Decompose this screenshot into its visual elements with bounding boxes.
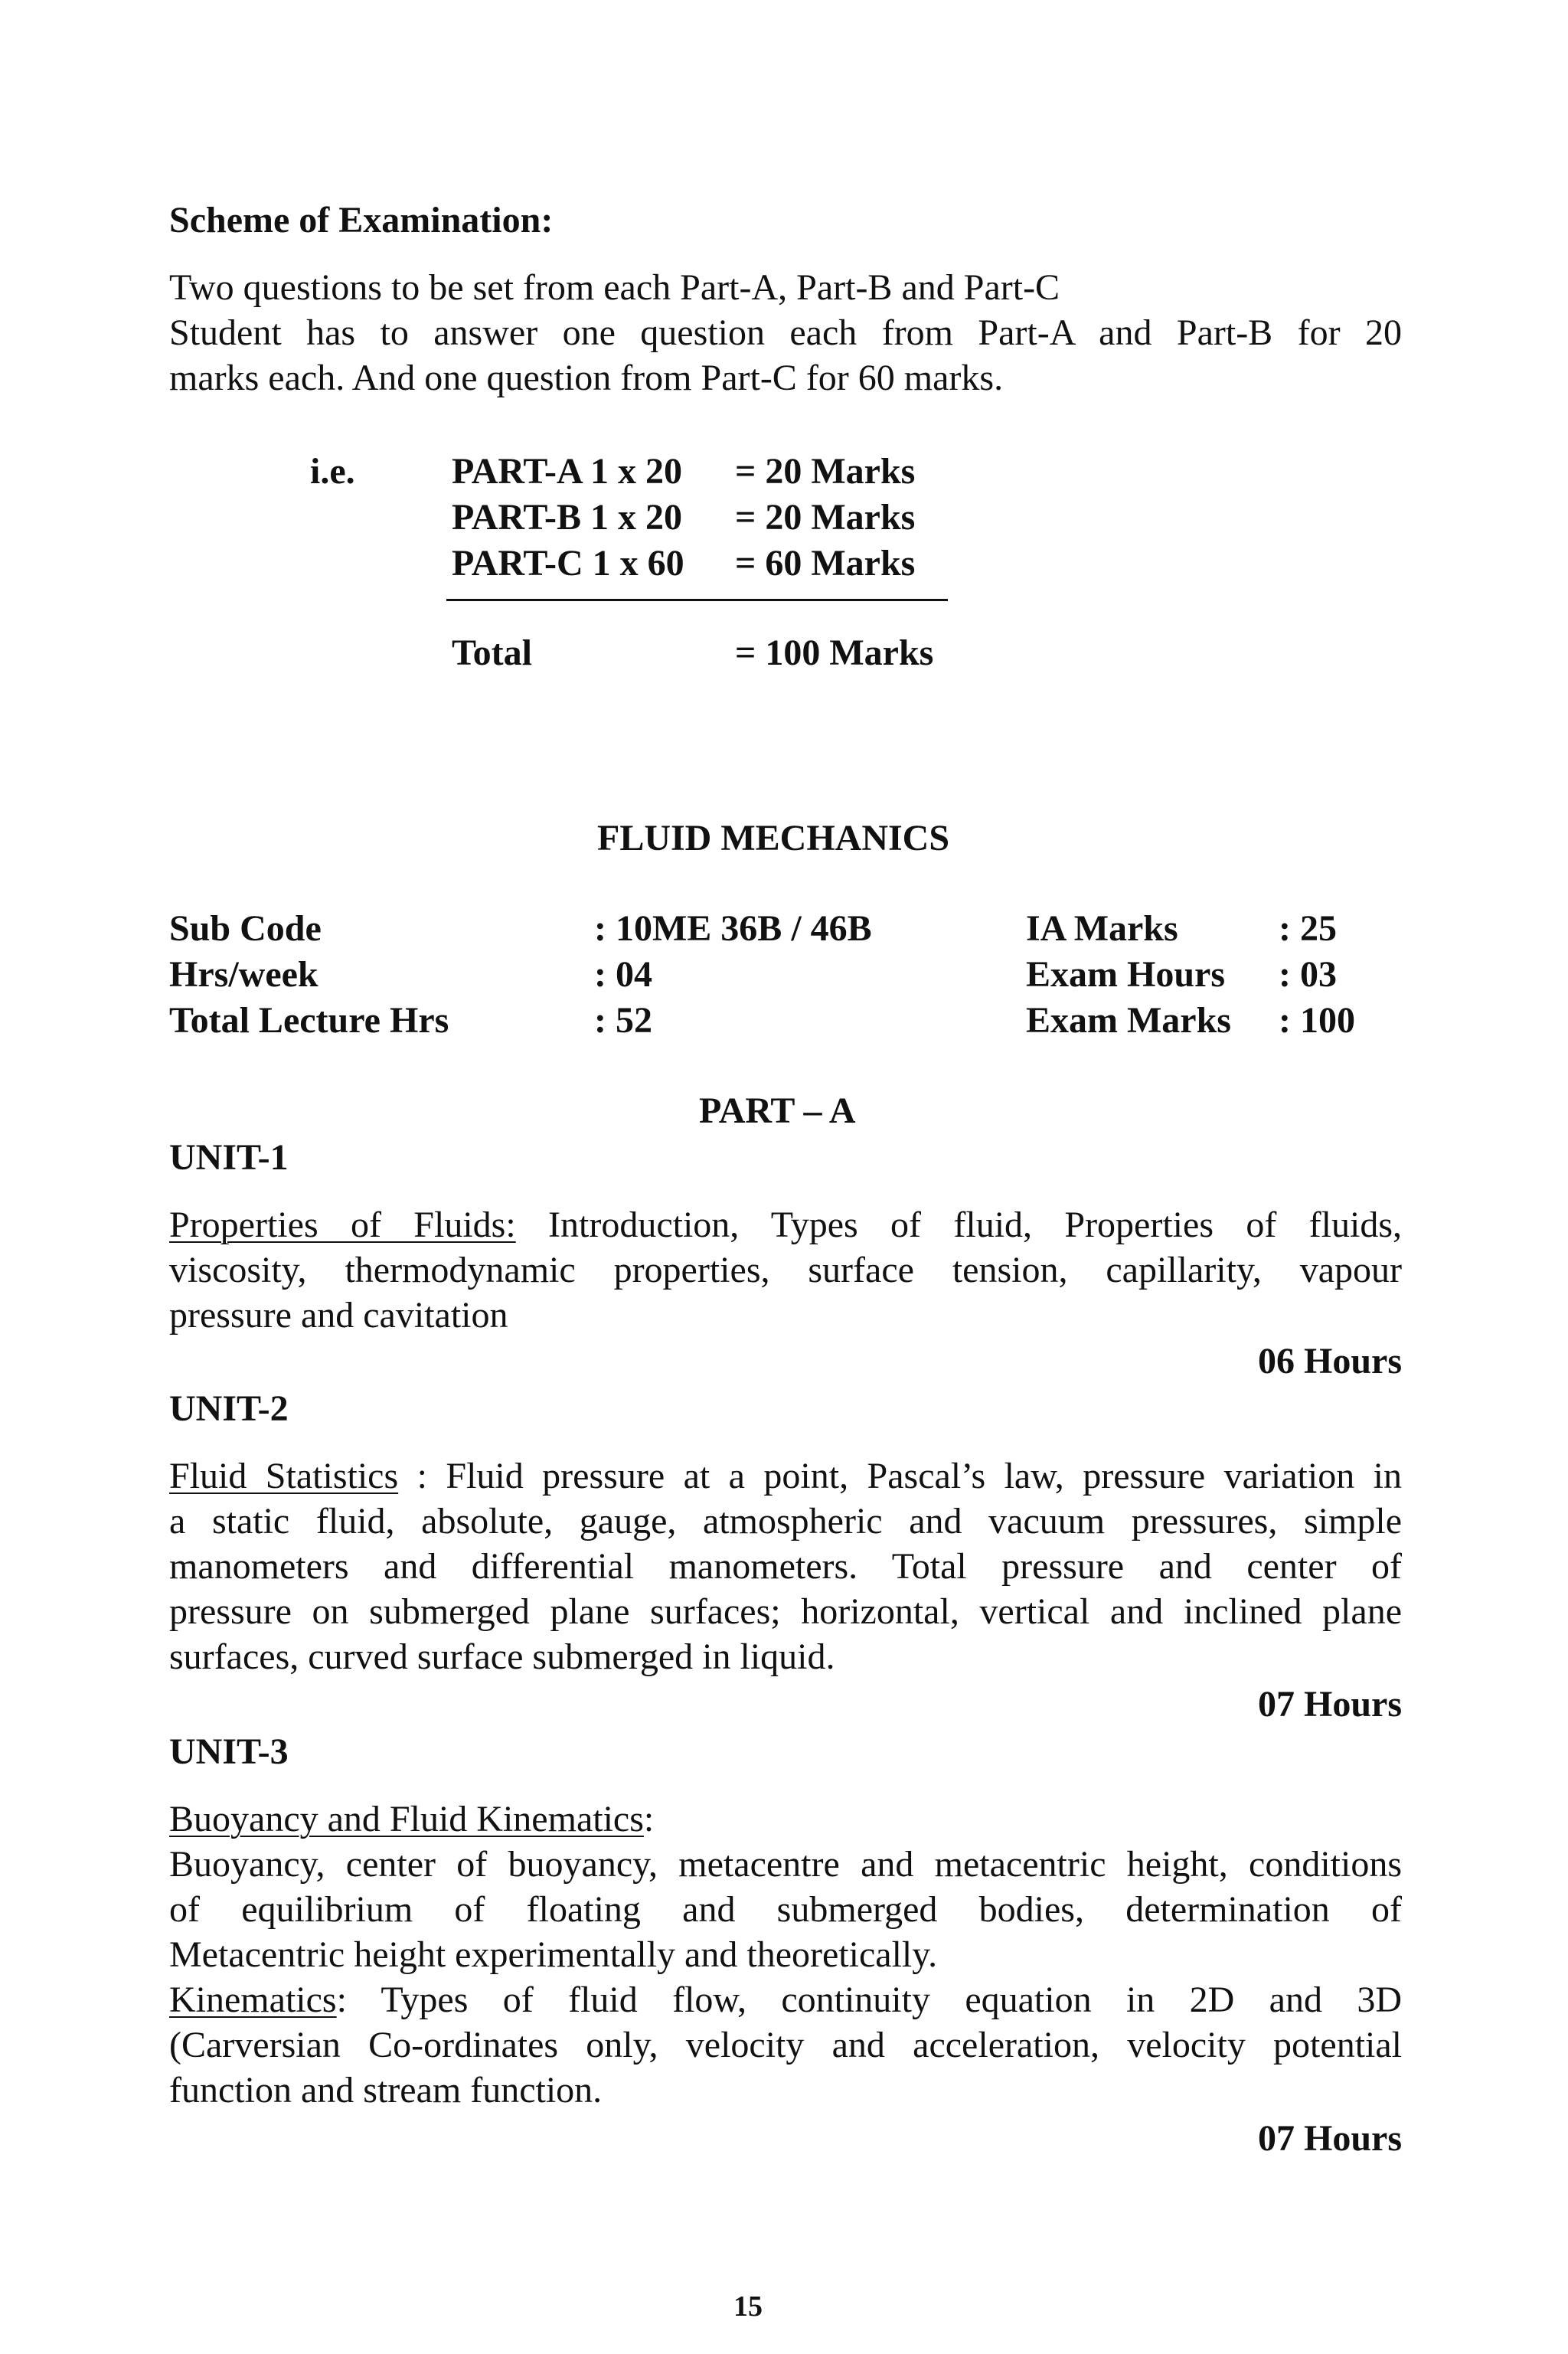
info-label-2: Exam Marks bbox=[1026, 1000, 1231, 1041]
unit-2-body bbox=[169, 1453, 1402, 1679]
unit-1-line-1-text: Introduction, Types of fluid, Properties of fluids, bbox=[515, 1205, 1402, 1245]
unit-1-line-1 bbox=[169, 1202, 1402, 1247]
unit-2-line-2: a static fluid, absolute, gauge, atmospheric and vacuum pressures, simple bbox=[169, 1501, 1402, 1542]
info-label: Hrs/week bbox=[169, 954, 318, 995]
unit-topic-suffix: : bbox=[643, 1799, 655, 1839]
marks-row-part: PART-C 1 x 60 bbox=[452, 543, 684, 584]
marks-row-value: = 20 Marks bbox=[735, 497, 916, 538]
marks-row-value: = 60 Marks bbox=[735, 543, 916, 584]
scheme-paragraph bbox=[169, 310, 1402, 355]
unit-title: UNIT-2 bbox=[169, 1388, 289, 1429]
unit-hours: 07 Hours bbox=[1257, 1684, 1402, 1725]
unit-topic: Properties of Fluids: bbox=[169, 1205, 516, 1245]
marks-row-value: = 20 Marks bbox=[735, 451, 916, 492]
info-label: Sub Code bbox=[169, 908, 322, 949]
part-heading: PART – A bbox=[699, 1090, 856, 1131]
info-value-2: : 03 bbox=[1279, 954, 1337, 995]
info-label-2: Exam Hours bbox=[1026, 954, 1226, 995]
info-value: : 52 bbox=[594, 1000, 652, 1041]
unit-3-kinematics-line-1 bbox=[169, 1977, 1402, 2022]
unit-1-line-3: pressure and cavitation bbox=[169, 1295, 508, 1336]
unit-2-line-1-text: : Fluid pressure at a point, Pascal’s law, pressure variation in bbox=[398, 1456, 1402, 1496]
unit-1-line-2: viscosity, thermodynamic properties, surface tension, capillarity, vapour bbox=[169, 1250, 1402, 1290]
unit-2-line-4: pressure on submerged plane surfaces; horizontal, vertical and inclined plane bbox=[169, 1591, 1402, 1632]
subject-title: FLUID MECHANICS bbox=[597, 818, 950, 858]
unit-3-kinematics-line-3: function and stream function. bbox=[169, 2070, 603, 2110]
unit-2-line-5: surfaces, curved surface submerged in liquid. bbox=[169, 1636, 835, 1677]
total-label: Total bbox=[452, 633, 532, 673]
info-label-2: IA Marks bbox=[1026, 908, 1178, 949]
info-value-2: : 25 bbox=[1279, 908, 1337, 949]
unit-2-line-1 bbox=[169, 1453, 1402, 1499]
scheme-line-3: marks each. And one question from Part-C for 60 marks. bbox=[169, 358, 1004, 398]
unit-topic: Kinematics bbox=[169, 1980, 337, 2020]
info-label: Total Lecture Hrs bbox=[169, 1000, 449, 1041]
info-value: : 04 bbox=[594, 954, 652, 995]
unit-2-line-3: manometers and differential manometers. Total pressure and center of bbox=[169, 1546, 1402, 1587]
page-number: 15 bbox=[733, 2290, 763, 2323]
unit-hours: 07 Hours bbox=[1257, 2118, 1402, 2159]
unit-3-topic-line bbox=[169, 1797, 1402, 1842]
unit-3-body bbox=[169, 1797, 1402, 2113]
unit-3-kinematics-line-2: (Carversian Co-ordinates only, velocity and acceleration, velocity potential bbox=[169, 2025, 1402, 2065]
unit-1-body bbox=[169, 1202, 1402, 1338]
total-value: = 100 Marks bbox=[735, 633, 934, 673]
info-value: : 10ME 36B / 46B bbox=[594, 908, 872, 949]
unit-3-line-3: Metacentric height experimentally and theoretically. bbox=[169, 1934, 938, 1975]
unit-title: UNIT-1 bbox=[169, 1137, 289, 1178]
unit-topic: Fluid Statistics bbox=[169, 1456, 399, 1496]
ie-label: i.e. bbox=[310, 451, 355, 492]
marks-row-part: PART-B 1 x 20 bbox=[452, 497, 683, 538]
unit-hours: 06 Hours bbox=[1257, 1341, 1402, 1381]
unit-3-line-2: of equilibrium of floating and submerged bodies, determination of bbox=[169, 1889, 1402, 1930]
unit-3-kinematics-text: : Types of fluid flow, continuity equation in 2D and 3D bbox=[336, 1980, 1402, 2020]
info-value-2: : 100 bbox=[1279, 1000, 1355, 1041]
marks-row-part: PART-A 1 x 20 bbox=[452, 451, 683, 492]
total-divider-line bbox=[446, 599, 948, 601]
scheme-line-2: Student has to answer one question each from Part-A and Part-B for 20 bbox=[169, 312, 1402, 353]
unit-3-line-1: Buoyancy, center of buoyancy, metacentre and metacentric height, conditions bbox=[169, 1844, 1402, 1885]
unit-topic: Buoyancy and Fluid Kinematics bbox=[169, 1799, 644, 1839]
scheme-line-1: Two questions to be set from each Part-A, Part-B and Part-C bbox=[169, 267, 1060, 308]
unit-title: UNIT-3 bbox=[169, 1731, 289, 1772]
scheme-heading: Scheme of Examination: bbox=[169, 200, 554, 240]
